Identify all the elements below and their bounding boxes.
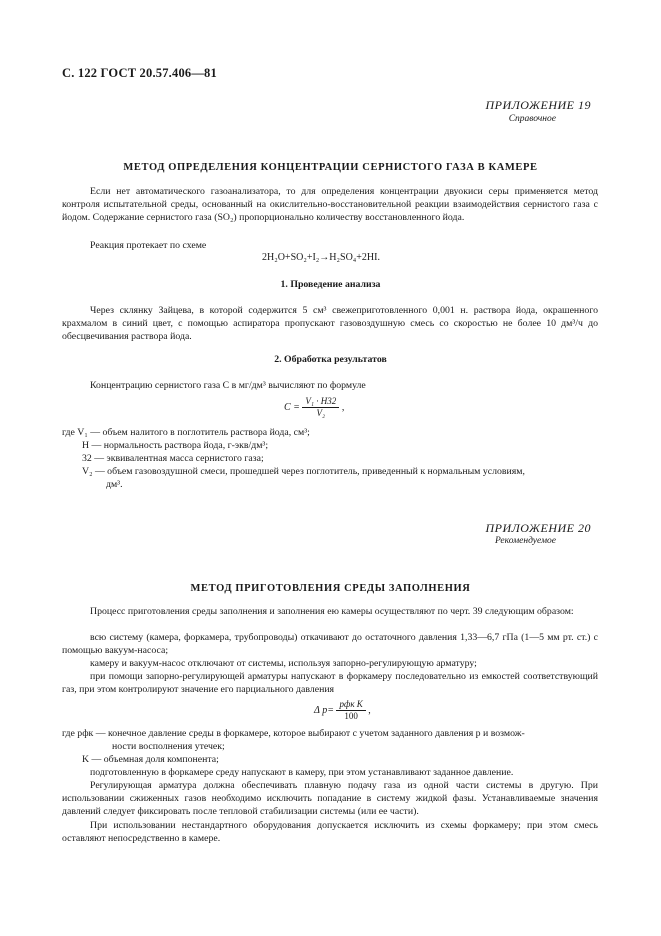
appendix-20-p4: при помощи запорно-регулирующей арматуры напускают в форкамеру последовательно из емкостей соответствующий газ, при этом контролируют значение его парциального давления xyxy=(62,671,598,695)
where-item: 32 — эквивалентная масса сернистого газа; xyxy=(82,453,264,464)
formula-denominator: V₂ xyxy=(316,408,326,418)
appendix-20-sublabel: Рекомендуемое xyxy=(494,536,556,546)
formula-fraction xyxy=(336,699,365,722)
appendix-20-p5: подготовленную в форкамере среду напускают в камеру, при этом устанавливают заданное давление. xyxy=(90,767,514,778)
where-item: где V₁ — объем налитого в поглотитель раствора йода, см³; xyxy=(62,427,310,438)
appendix-20-p6: Регулирующая арматура должна обеспечивать плавную подачу газа из одной части системы в другую. При использовании сжиженных газов необходимо исключить попадание в систему жидкой фазы. Устанавливаемые значения давлений следует фиксировать после тепловой стабилизации системы (или ее части). xyxy=(62,780,598,817)
formula-tail: , xyxy=(341,401,345,413)
page-header: С. 122 ГОСТ 20.57.406—81 xyxy=(62,66,217,80)
appendix-20-title: МЕТОД ПРИГОТОВЛЕНИЯ СРЕДЫ ЗАПОЛНЕНИЯ xyxy=(190,583,471,594)
appendix-20-p2: всю систему (камера, форкамера, трубопроводы) откачивают до остаточного давления 1,33—6,7 гПа (1—5 мм рт. ст.) с помощью вакуум-насоса; xyxy=(62,632,598,656)
where-item: ности восполнения утечек; xyxy=(112,741,225,752)
appendix-19-sublabel: Справочное xyxy=(508,114,556,124)
appendix-19-title: МЕТОД ОПРЕДЕЛЕНИЯ КОНЦЕНТРАЦИИ СЕРНИСТОГО ГАЗА В КАМЕРЕ xyxy=(123,162,538,173)
appendix-20-p7: При использовании нестандартного оборудования допускается исключить из схемы форкамеру; при этом смесь оставляют непосредственно в камере. xyxy=(62,820,598,844)
reaction-equation: 2H₂O+SO₂+I₂→H₂SO₄+2HI. xyxy=(262,252,380,263)
section-2-title: 2. Обработка результатов xyxy=(274,354,387,365)
pressure-formula xyxy=(314,699,371,722)
appendix-19-intro: Если нет автоматического газоанализатора, то для определения концентрации двуокиси серы применяется метод контроля испытательной среды, основанный на окислительно-восстановительной реакции взаимодействия сернистого газа с йодом. Содержание сернистого газа (SO₂) пропорционально количеству восстановленного йода. xyxy=(62,186,598,223)
section-1-title: 1. Проведение анализа xyxy=(280,279,381,290)
concentration-formula xyxy=(284,396,344,419)
appendix-19-label: ПРИЛОЖЕНИЕ 19 xyxy=(485,98,591,112)
where-item: H — нормальность раствора йода, г-экв/дм³; xyxy=(82,440,269,451)
appendix-20-p1: Процесс приготовления среды заполнения и заполнения ею камеры осуществляют по черт. 39 следующим образом: xyxy=(90,606,574,617)
where-item: дм³. xyxy=(106,479,123,490)
where-item: K — объемная доля компонента; xyxy=(82,754,219,765)
reaction-intro: Реакция протекает по схеме xyxy=(90,240,207,251)
appendix-20-p3: камеру и вакуум-насос отключают от системы, используя запорно-регулирующую арматуру; xyxy=(90,658,477,669)
where-item: где pфк — конечное давление среды в форкамере, которое выбирают с учетом заданного давления p и возмож- xyxy=(62,728,525,739)
appendix-20-label: ПРИЛОЖЕНИЕ 20 xyxy=(485,521,591,535)
formula-lhs: C = xyxy=(284,401,300,413)
section-2-text: Концентрацию сернистого газа C в мг/дм³ вычисляют по формуле xyxy=(90,380,366,391)
formula-denominator: 100 xyxy=(344,711,358,721)
formula-fraction xyxy=(302,396,339,419)
formula-numerator: V₁ · H32 xyxy=(302,396,339,408)
formula-lhs: Δ p= xyxy=(314,704,334,716)
formula-tail: , xyxy=(368,704,371,716)
section-1-text: Через склянку Зайцева, в которой содержится 5 см³ свежеприготовленного 0,001 н. раствора йода, окрашенного крахмалом в синий цвет, с помощью аспиратора пропускают газовоздушную смесь со скоростью не более 10 дм³/ч до обесцвечивания раствора йода. xyxy=(62,305,598,342)
formula-numerator: pфк K xyxy=(336,699,365,711)
where-item: V₂ — объем газовоздушной смеси, прошедшей через поглотитель, приведенный к нормальным условиям, xyxy=(82,466,525,477)
